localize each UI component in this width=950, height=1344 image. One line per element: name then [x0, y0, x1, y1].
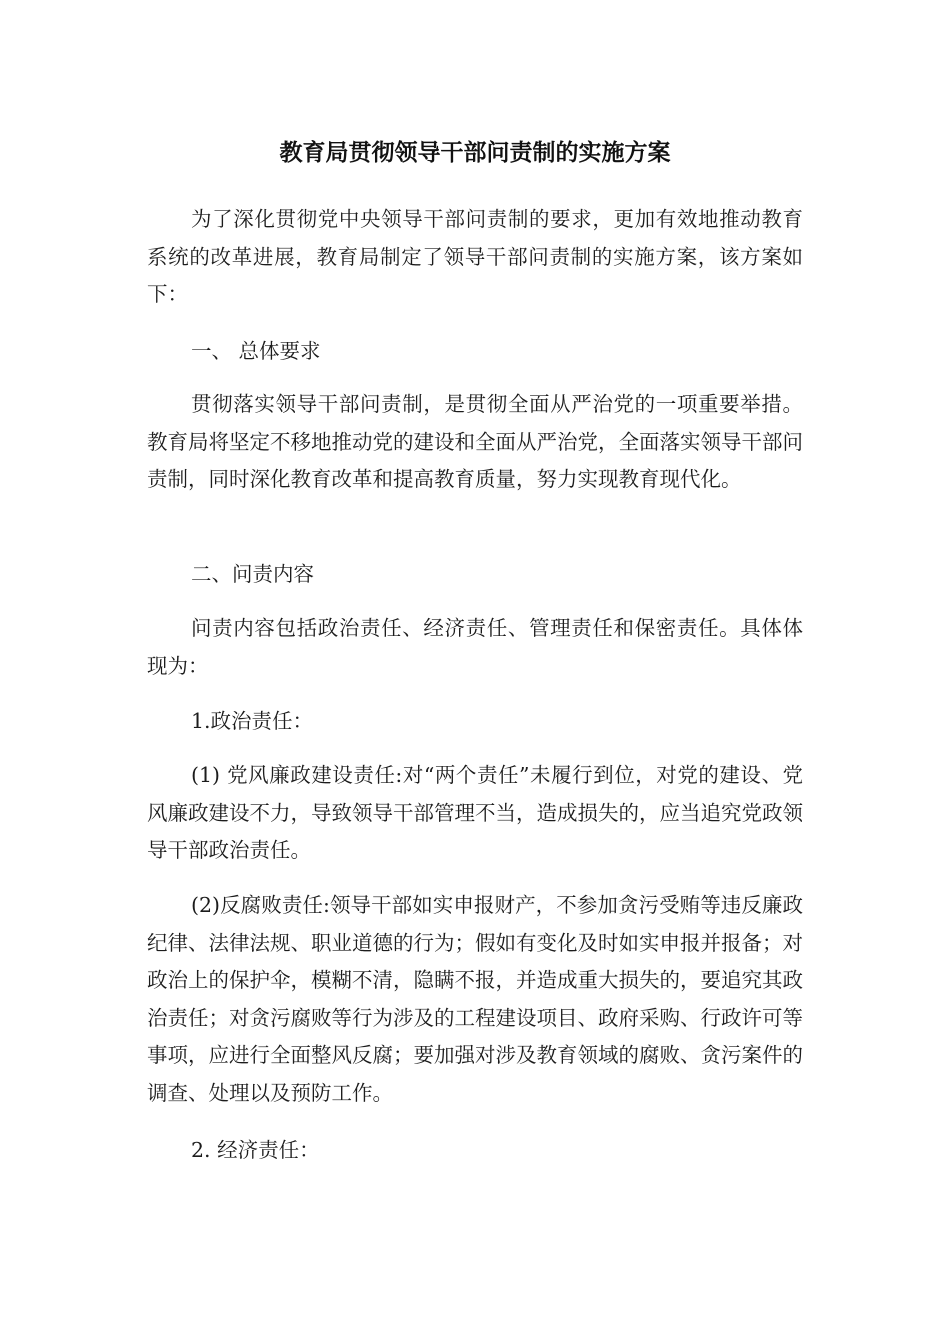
section-heading-general-requirements: 一、 总体要求 — [191, 339, 321, 363]
accountability-content-paragraph: 问责内容包括政治责任、经济责任、管理责任和保密责任。具体体现为： — [147, 616, 803, 678]
subheading-political-responsibility: 1.政治责任： — [191, 709, 314, 733]
item-anti-corruption-responsibility: (2)反腐败责任:领导干部如实申报财产，不参加贪污受贿等违反廉政纪律、法律法规、职业道德的行为；假如有变化及时如实申报并报备；对政治上的保护伞，模糊不清，隐瞒不报，并造成重大损失的，要追究其政治责任；对贪污腐败等行为涉及的工程建设项目、政府采购、行政许可等事项，应进行全面整风反腐；要加强对涉及教育领域的腐败、贪污案件的调查、处理以及预防工作。 — [147, 893, 803, 1105]
document-title: 教育局贯彻领导干部问责制的实施方案 — [279, 140, 671, 166]
section-heading-accountability-content: 二、问责内容 — [191, 562, 314, 586]
subheading-economic-responsibility: 2. 经济责任： — [191, 1138, 320, 1162]
intro-paragraph: 为了深化贯彻党中央领导干部问责制的要求，更加有效地推动教育系统的改革进展，教育局制定了领导干部问责制的实施方案，该方案如下： — [147, 207, 803, 306]
item-party-conduct-responsibility: (1) 党风廉政建设责任:对“两个责任”未履行到位，对党的建设、党风廉政建设不力，导致领导干部管理不当，造成损失的，应当追究党政领导干部政治责任。 — [147, 763, 803, 862]
general-requirements-paragraph: 贯彻落实领导干部问责制，是贯彻全面从严治党的一项重要举措。教育局将坚定不移地推动党的建设和全面从严治党，全面落实领导干部问责制，同时深化教育改革和提高教育质量，努力实现教育现代化。 — [147, 392, 803, 491]
